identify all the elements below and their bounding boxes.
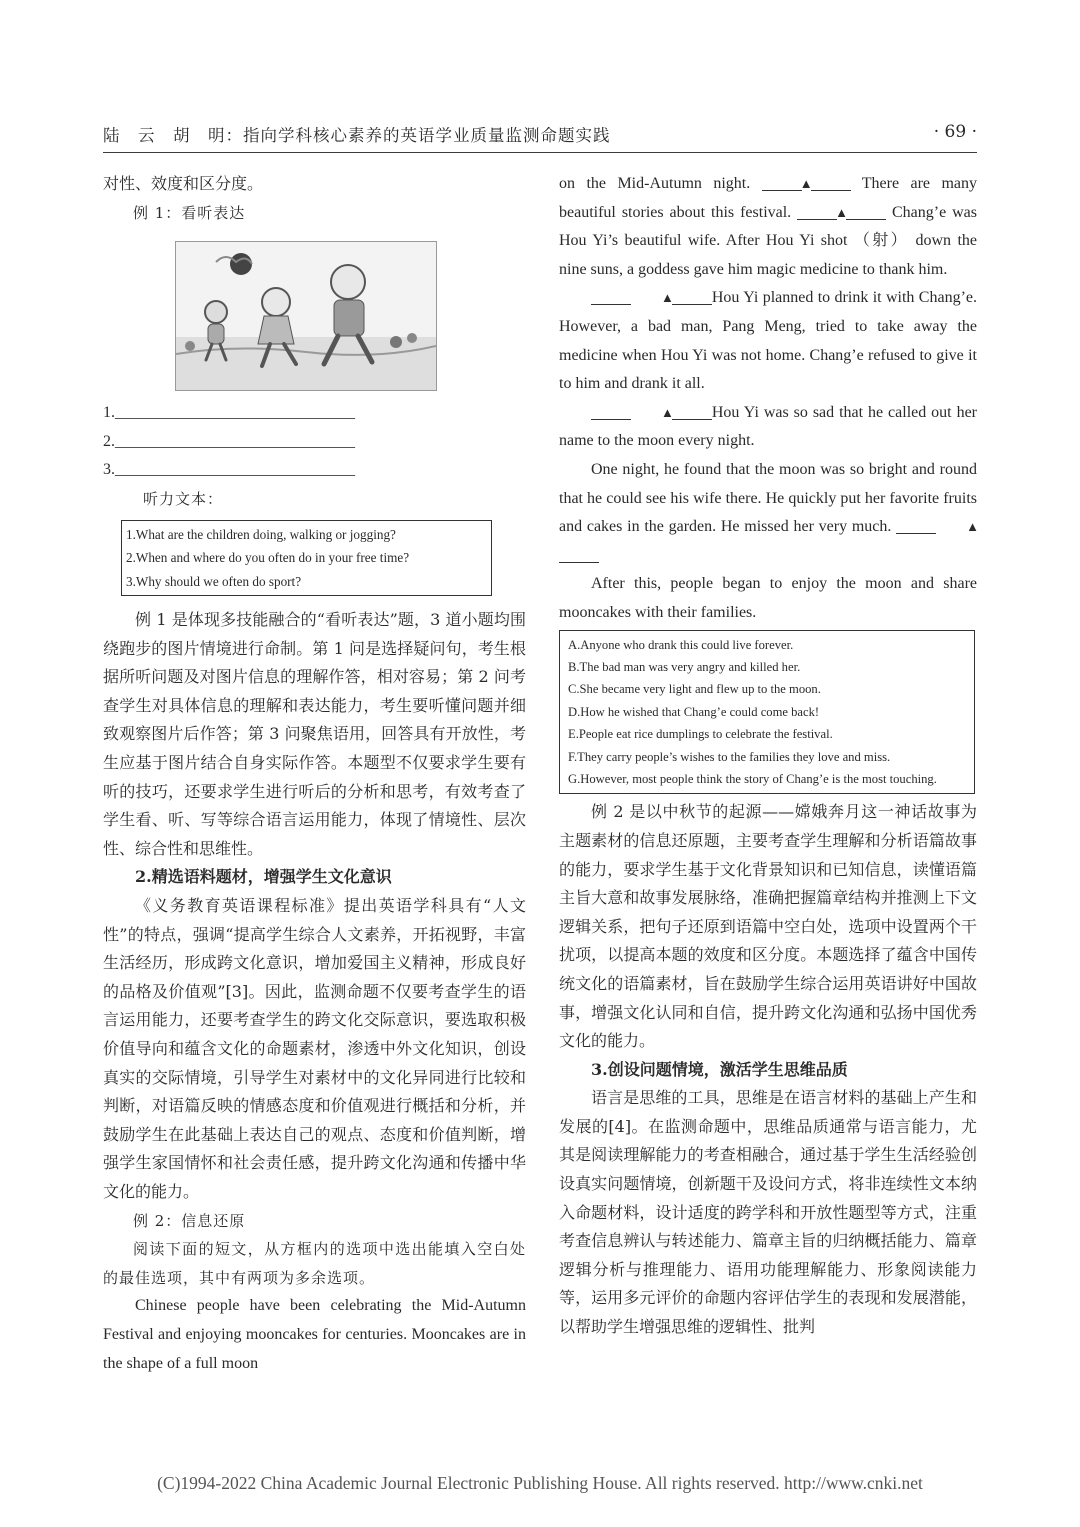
header-rule bbox=[103, 152, 977, 153]
options-box bbox=[559, 630, 975, 795]
copyright-footer: (C)1994-2022 China Academic Journal Electronic Publishing House. All rights reserved. http://www.cnki.net bbox=[157, 1473, 923, 1493]
page-number: · 69 · bbox=[933, 122, 977, 142]
right-column bbox=[559, 170, 977, 1342]
answer-blank[interactable]: 1.______________________________ bbox=[103, 404, 355, 422]
option-item: E.People eat rice dumplings to celebrate the festival. bbox=[568, 727, 833, 742]
listening-line: 1.What are the children doing, walking or jogging? bbox=[126, 526, 396, 542]
answer-blank[interactable]: 3.______________________________ bbox=[103, 461, 355, 479]
section-heading: 2.精选语料题材，增强学生文化意识 bbox=[135, 867, 392, 887]
answer-gap[interactable] bbox=[896, 517, 936, 534]
option-item: A.Anyone who drank this could live forever. bbox=[568, 637, 794, 652]
passage-text: After this, people began to enjoy the moon and share mooncakes with their families. bbox=[559, 575, 977, 621]
option-item: B.The bad man was very angry and killed her. bbox=[568, 659, 801, 674]
option-item: F.They carry people’s wishes to the families they love and miss. bbox=[568, 749, 891, 764]
passage-text: ▲ Hou Yi was so sad that he called out her name to the moon every night. bbox=[559, 399, 977, 456]
children-running-illustration bbox=[175, 241, 437, 391]
instruction: 阅读下面的短文，从方框内的选项中选出能填入空白处的最佳选项，其中有两项为多余选项。 bbox=[103, 1240, 526, 1287]
triangle-marker: ▲ bbox=[835, 204, 849, 220]
passage-text: on the Mid-Autumn night. ▲ There are many beautiful stories about this festival. ▲ Chang’e was Hou Yi’s beautiful wife. After Hou Yi shot （射） down the nine suns, a goddess gave him magic medicine to thank him. bbox=[559, 170, 977, 284]
paragraph: 《义务教育英语课程标准》提出英语学科具有“人文性”的特点，强调“提高学生综合人文素养，开拓视野，丰富生活经历，形成跨文化意识，增加爱国主义精神，形成良好的品格及价值观”[3]。因此，监测命题不仅要考查学生的语言运用能力，还要考查学生的跨文化交际意识，要选取积极价值导向和蕴含文化的命题素材，渗透中外文化知识，创设真实的交际情境，引导学生对素材中的文化异同进行比较和判断，对语篇反映的情感态度和价值观进行概括和分析，并鼓励学生在此基础上表达自己的观点、态度和价值判断，增强学生家国情怀和社会责任感，提升跨文化沟通和传播中华文化的能力。 bbox=[103, 896, 526, 1201]
answer-blank[interactable]: 2.______________________________ bbox=[103, 432, 355, 450]
passage-text: Chinese people have been celebrating the Mid-Autumn Festival and enjoying mooncakes for centuries. Mooncakes are in the shape of a full moon bbox=[103, 1297, 526, 1372]
paragraph: 语言是思维的工具，思维是在语言材料的基础上产生和发展的[4]。在监测命题中，思维品质通常与语言能力，尤其是阅读理解能力的考查相融合，通过基于学生生活经验创设真实问题情境，创新题干及设问方式，将非连续性文本纳入命题材料，设计适度的跨学科和开放性题型等方式，注重考查信息辨认与转述能力、篇章主旨的归纳概括能力、篇章逻辑分析与推理能力、语用功能理解能力、形象阅读能力等，运用多元评价的命题内容评估学生的表现和发展潜能，以帮助学生增强思维的逻辑性、批判 bbox=[559, 1088, 977, 1337]
option-item: G.However, most people think the story of Chang’e is the most touching. bbox=[568, 771, 937, 786]
listening-label: 听力文本： bbox=[143, 489, 224, 508]
section-heading: 3.创设问题情境，激活学生思维品质 bbox=[591, 1059, 848, 1079]
example-2-label: 例 2：信息还原 bbox=[133, 1211, 246, 1230]
running-header: 陆 云 胡 明：指向学科核心素养的英语学业质量监测命题实践 bbox=[103, 126, 611, 145]
listening-script-box bbox=[121, 520, 492, 597]
option-item: C.She became very light and flew up to the moon. bbox=[568, 682, 821, 697]
answer-gap[interactable] bbox=[762, 174, 802, 191]
example-1-label: 例 1：看听表达 bbox=[133, 203, 246, 222]
paragraph: 例 2 是以中秋节的起源——嫦娥奔月这一神话故事为主题素材的信息还原题，主要考查学生理解和分析语篇故事的能力，要求学生基于文化背景知识和已知信息，读懂语篇主旨大意和故事发展脉络，准确把握篇章结构并推测上下文逻辑关系，把句子还原到语篇中空白处，选项中设置两个干扰项，以提高本题的效度和区分度。本题选择了蕴含中国传统文化的语篇素材，旨在鼓励学生综合运用英语讲好中国故事，增强文化认同和自信，提升跨文化沟通和弘扬中国优秀文化的能力。 bbox=[559, 802, 977, 1051]
passage-text: ▲ Hou Yi planned to drink it with Chang’e. However, a bad man, Pang Meng, tried to take away the medicine when Hou Yi was not home. Chang’e refused to give it to him and drank it all. bbox=[559, 284, 977, 398]
left-column bbox=[103, 170, 526, 1378]
answer-gap[interactable] bbox=[797, 203, 837, 220]
listening-line: 3.Why should we often do sport? bbox=[126, 573, 302, 589]
listening-line: 2.When and where do you often do in your free time? bbox=[126, 550, 410, 566]
option-item: D.How he wished that Chang’e could come back! bbox=[568, 704, 820, 719]
paragraph-continuation: 对性、效度和区分度。 bbox=[103, 174, 264, 193]
triangle-marker: ▲ bbox=[661, 404, 674, 420]
triangle-marker: ▲ bbox=[661, 290, 674, 306]
triangle-marker: ▲ bbox=[966, 519, 979, 535]
triangle-marker: ▲ bbox=[799, 176, 813, 191]
passage-text: One night, he found that the moon was so bright and round that he could see his wife there. He quickly put her favorite fruits and cakes in the garden. He missed her very much. ▲ bbox=[559, 456, 977, 570]
answer-gap[interactable] bbox=[591, 403, 631, 420]
paragraph: 例 1 是体现多技能融合的“看听表达”题，3 道小题均围绕跑步的图片情境进行命制。第 1 问是选择疑问句，考生根据所听问题及对图片信息的理解作答，相对容易；第 2 问考查学生对具体信息的理解和表达能力，考生要听懂问题并细致观察图片后作答；第 3 问聚焦语用，回答具有开放性，考生应基于图片结合自身实际作答。本题型不仅要求学生要有听的技巧，还要求学生进行听后的分析和思考，有效考查了学生看、听、写等综合语言运用能力，体现了情境性、层次性、综合性和思维性。 bbox=[103, 610, 526, 858]
answer-gap[interactable] bbox=[591, 288, 631, 305]
